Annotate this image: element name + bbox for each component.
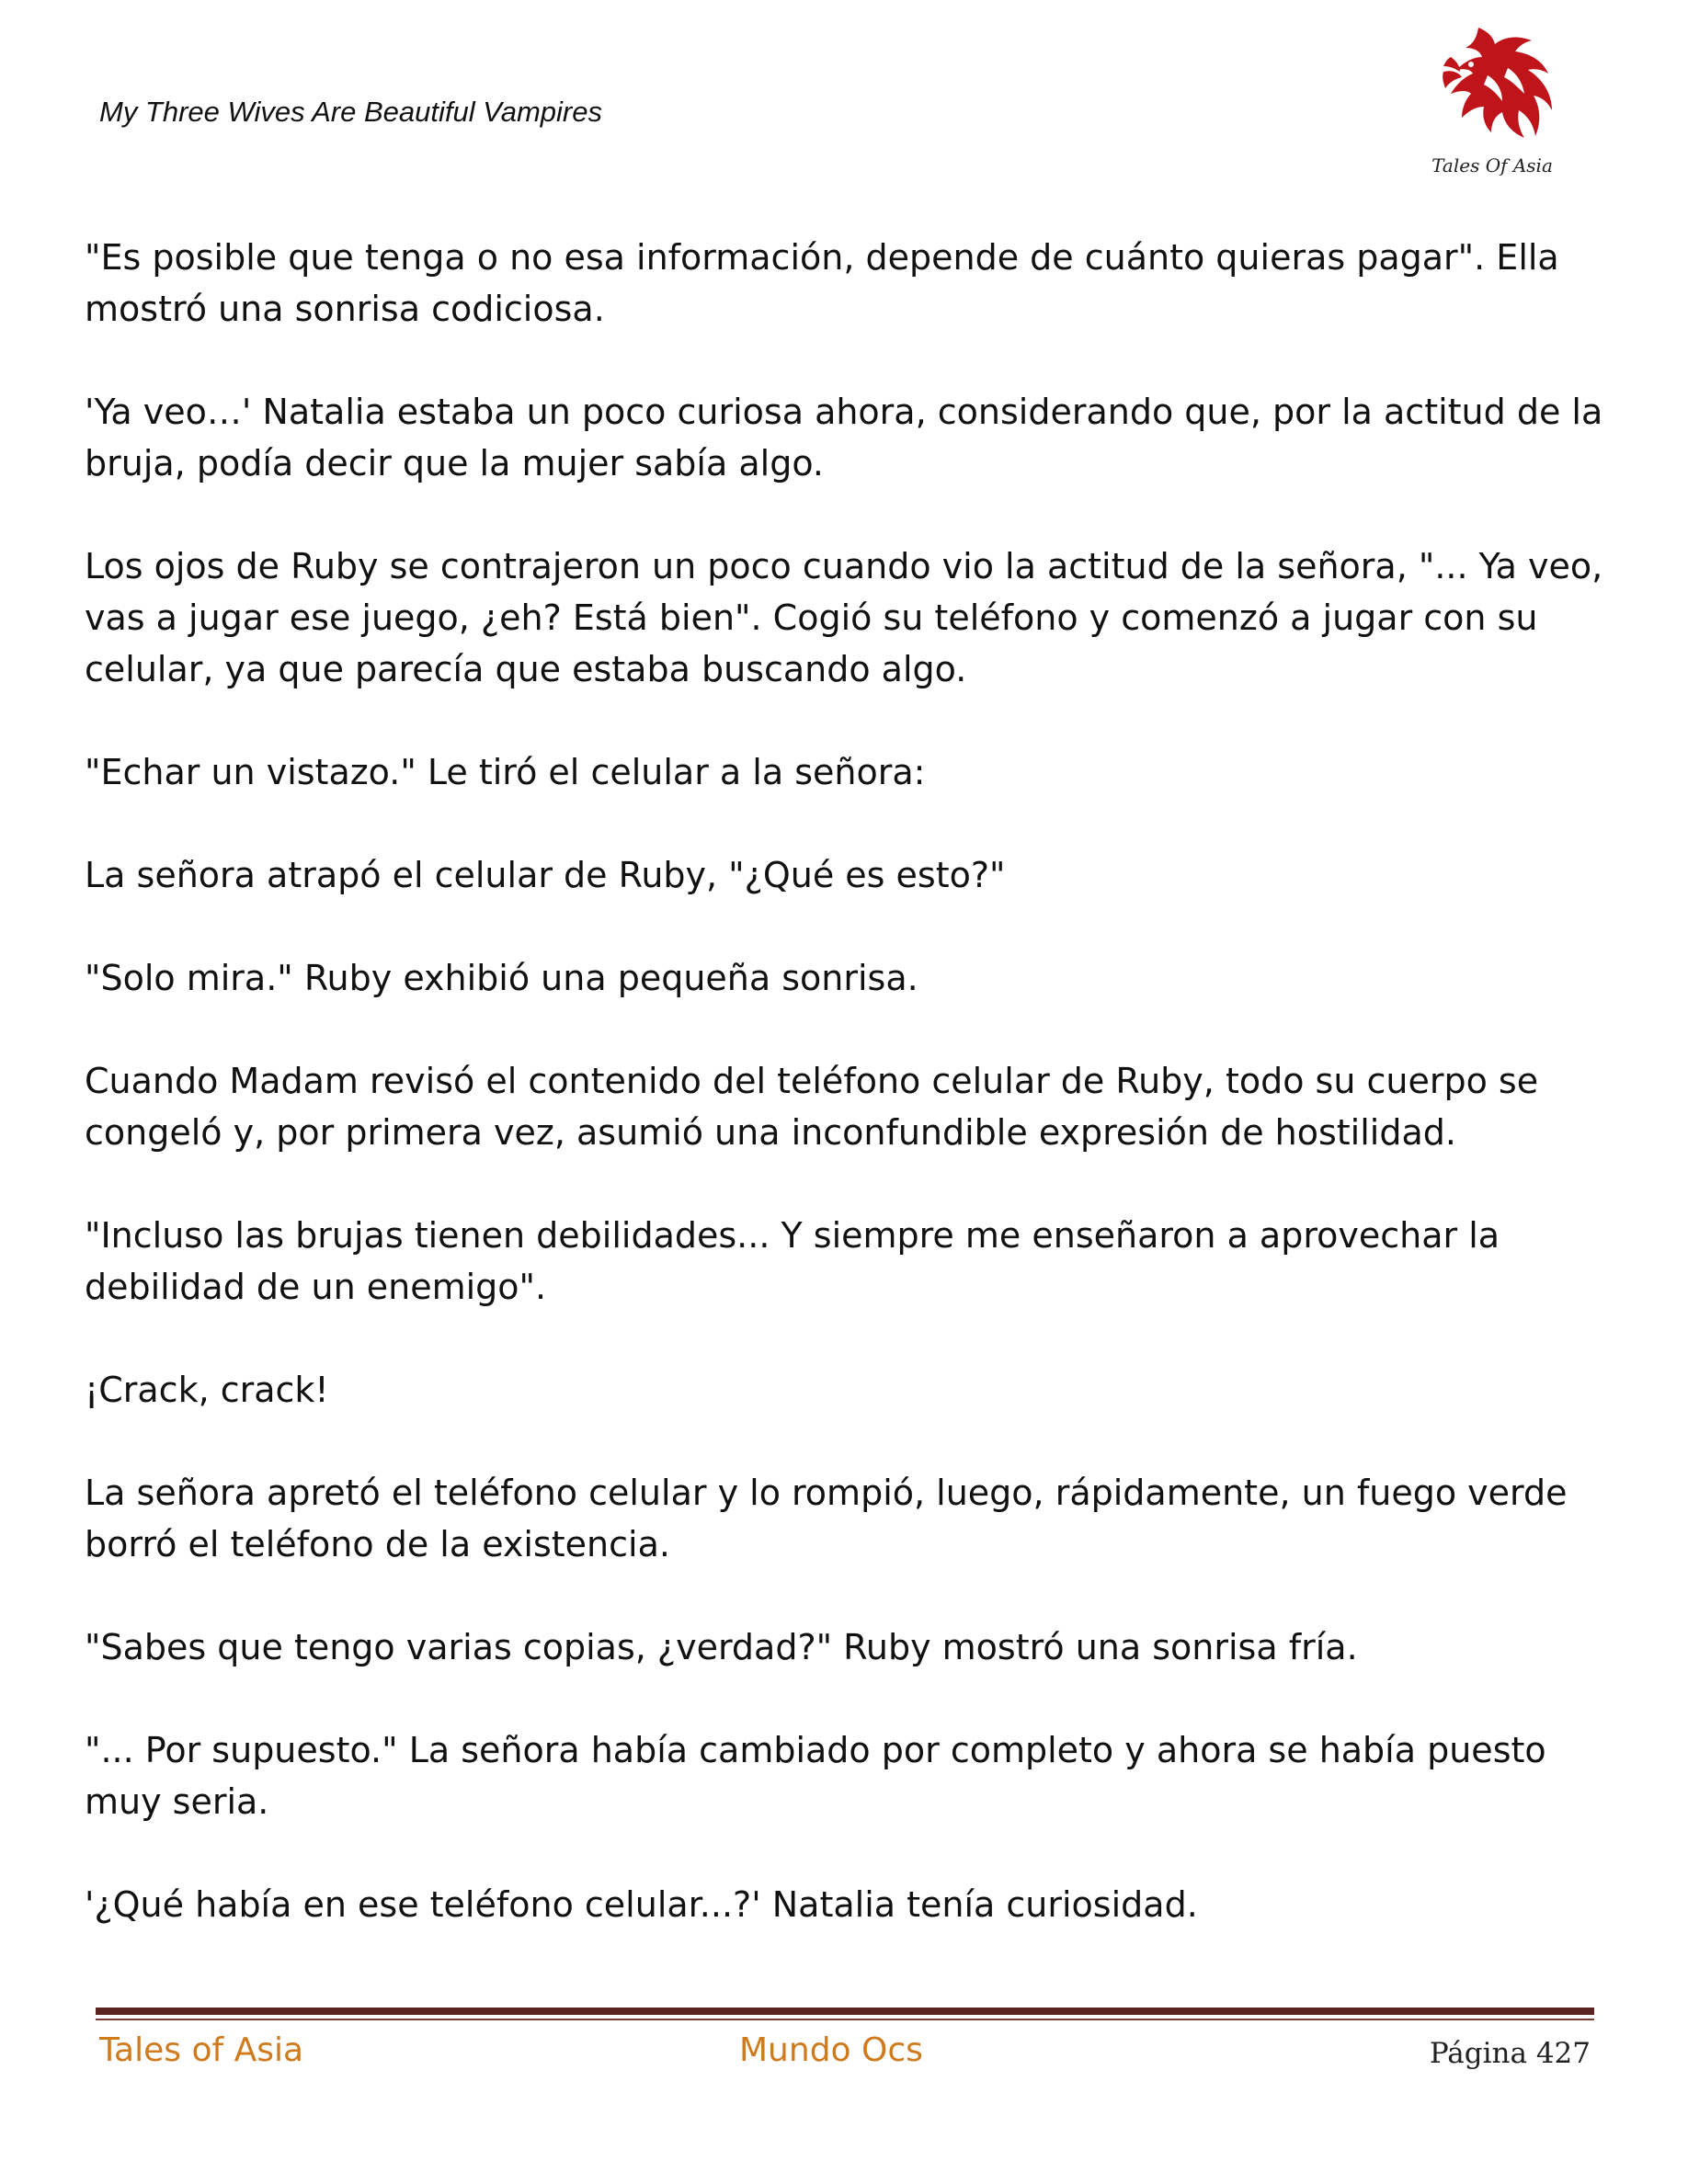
paragraph: "Incluso las brujas tienen debilidades... Y siempre me enseñaron a aprovechar la debilidad de un enemigo". (85, 1215, 1500, 1307)
footer-divider-thin (96, 2019, 1594, 2020)
dragon-icon (1423, 20, 1561, 158)
tales-of-asia-logo (1423, 20, 1561, 184)
paragraph: Los ojos de Ruby se contrajeron un poco cuando vio la actitud de la señora, "... Ya veo, vas a jugar ese juego, ¿eh? Está bien". Cogió su teléfono y comenzó a jugar con su celular, ya que parecía que estaba buscando algo. (85, 546, 1603, 689)
paragraph: La señora apretó el teléfono celular y lo rompió, luego, rápidamente, un fuego verde borró el teléfono de la existencia. (85, 1473, 1568, 1564)
paragraph: "Sabes que tengo varias copias, ¿verdad?" Ruby mostró una sonrisa fría. (85, 1627, 1358, 1667)
document-title: My Three Wives Are Beautiful Vampires (99, 96, 602, 128)
footer-divider (96, 2008, 1594, 2015)
paragraph: "Es posible que tenga o no esa información, depende de cuánto quieras pagar". Ella mostró una sonrisa codiciosa. (85, 237, 1559, 329)
footer-site-name: Tales of Asia (99, 2031, 304, 2069)
page-body (85, 232, 1611, 1982)
footer-section-name: Mundo Ocs (739, 2031, 923, 2069)
paragraph: ¡Crack, crack! (85, 1370, 329, 1410)
logo-text: Tales Of Asia (1431, 154, 1553, 176)
page-number: Página 427 (1429, 2037, 1591, 2070)
paragraph: "Solo mira." Ruby exhibió una pequeña sonrisa. (85, 958, 918, 998)
paragraph: '¿Qué había en ese teléfono celular...?' Natalia tenía curiosidad. (85, 1884, 1198, 1925)
paragraph: 'Ya veo…' Natalia estaba un poco curiosa ahora, considerando que, por la actitud de la bruja, podía decir que la mujer sabía algo. (85, 392, 1603, 483)
paragraph: Cuando Madam revisó el contenido del teléfono celular de Ruby, todo su cuerpo se congeló y, por primera vez, asumió una inconfundible expresión de hostilidad. (85, 1061, 1539, 1153)
paragraph: La señora atrapó el celular de Ruby, "¿Qué es esto?" (85, 855, 1006, 895)
paragraph: "... Por supuesto." La señora había cambiado por completo y ahora se había puesto muy seria. (85, 1730, 1546, 1822)
paragraph: "Echar un vistazo." Le tiró el celular a la señora: (85, 752, 926, 792)
